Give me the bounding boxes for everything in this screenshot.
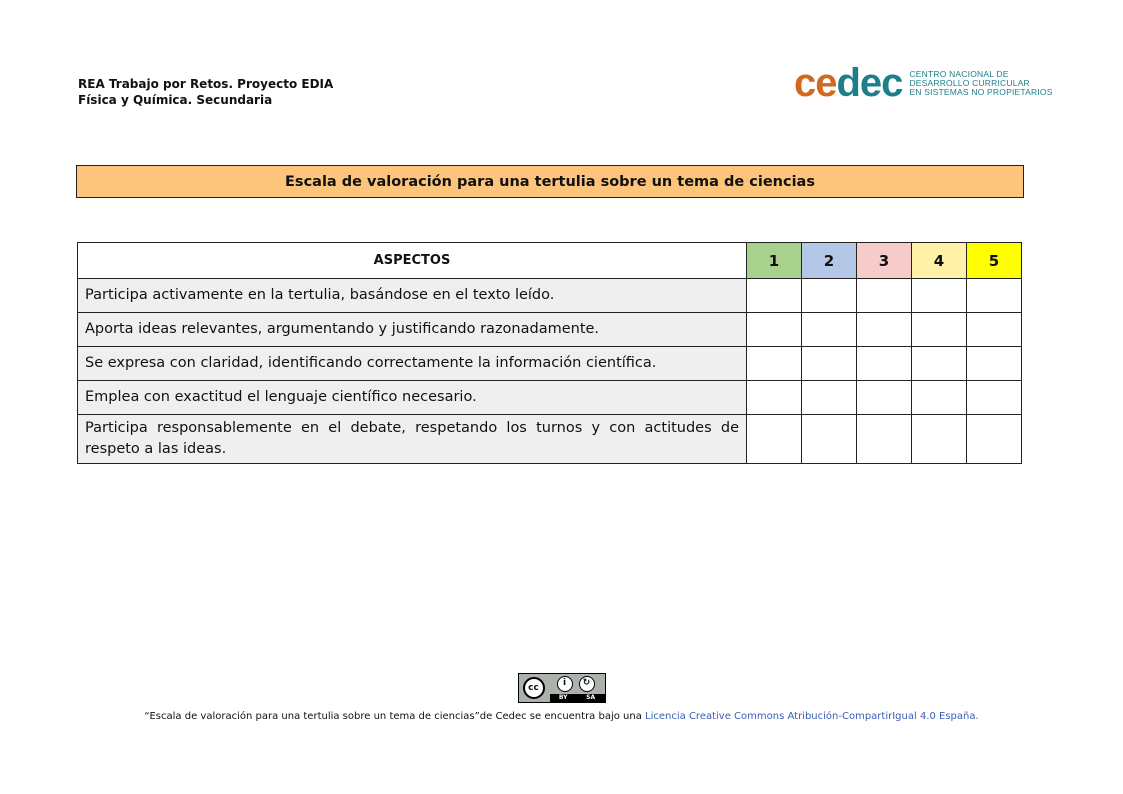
score-cell[interactable] [802, 313, 857, 347]
score-cell[interactable] [967, 279, 1022, 313]
document-header [78, 76, 333, 108]
logo-wordmark: cedec [794, 61, 903, 105]
score-cell[interactable] [747, 381, 802, 415]
criterion-text: Se expresa con claridad, identificando correctamente la información científica. [78, 347, 747, 381]
table-row [78, 279, 1022, 313]
score-cell[interactable] [857, 279, 912, 313]
score-cell[interactable] [802, 279, 857, 313]
cc-by-sa-badge[interactable] [518, 673, 606, 703]
score-cell[interactable] [967, 381, 1022, 415]
score-header-3: 3 [857, 243, 912, 279]
score-header-4: 4 [912, 243, 967, 279]
score-cell[interactable] [967, 313, 1022, 347]
score-cell[interactable] [967, 347, 1022, 381]
criterion-text: Emplea con exactitud el lenguaje científico necesario. [78, 381, 747, 415]
aspects-header: ASPECTOS [78, 243, 747, 279]
criterion-text: Participa responsablemente en el debate, respetando los turnos y con actitudes de respeto a las ideas. [78, 415, 747, 464]
score-cell[interactable] [912, 313, 967, 347]
score-cell[interactable] [857, 347, 912, 381]
logo-tagline: CENTRO NACIONAL DE DESARROLLO CURRICULAR EN SISTEMAS NO PROPIETARIOS [909, 68, 1053, 97]
score-cell[interactable] [857, 415, 912, 464]
score-cell[interactable] [857, 381, 912, 415]
score-header-1: 1 [747, 243, 802, 279]
table-row [78, 381, 1022, 415]
table-row [78, 415, 1022, 464]
license-statement: “Escala de valoración para una tertulia sobre un tema de ciencias”de Cedec se encuentra bajo una [144, 711, 646, 722]
header-line-1: REA Trabajo por Retos. Proyecto EDIA [78, 77, 334, 91]
score-cell[interactable] [747, 415, 802, 464]
license-footer [0, 673, 1123, 722]
score-cell[interactable] [747, 279, 802, 313]
table-row [78, 347, 1022, 381]
badge-sa-label: SA [586, 694, 596, 701]
license-text [0, 711, 1123, 722]
page-title: Escala de valoración para una tertulia sobre un tema de ciencias [76, 165, 1024, 198]
score-cell[interactable] [967, 415, 1022, 464]
criterion-text: Aporta ideas relevantes, argumentando y justificando razonadamente. [78, 313, 747, 347]
cc-icon: cc [523, 677, 545, 699]
license-link[interactable]: Licencia Creative Commons Atribución-CompartirIgual 4.0 España. [645, 711, 979, 722]
score-cell[interactable] [912, 381, 967, 415]
score-cell[interactable] [747, 347, 802, 381]
badge-by-label: BY [558, 694, 568, 701]
score-cell[interactable] [747, 313, 802, 347]
score-cell[interactable] [912, 415, 967, 464]
share-alike-icon: ↻ [579, 676, 595, 692]
criterion-text: Participa activamente en la tertulia, basándose en el texto leído. [78, 279, 747, 313]
table-row [78, 313, 1022, 347]
attribution-icon: i [557, 676, 573, 692]
cedec-logo [794, 62, 1053, 104]
score-cell[interactable] [802, 347, 857, 381]
score-cell[interactable] [857, 313, 912, 347]
score-header-5: 5 [967, 243, 1022, 279]
score-cell[interactable] [802, 415, 857, 464]
header-line-2: Física y Química. Secundaria [78, 93, 273, 107]
score-header-2: 2 [802, 243, 857, 279]
score-cell[interactable] [912, 347, 967, 381]
rating-scale-table [77, 242, 1022, 464]
score-cell[interactable] [912, 279, 967, 313]
score-cell[interactable] [802, 381, 857, 415]
table-header-row [78, 243, 1022, 279]
